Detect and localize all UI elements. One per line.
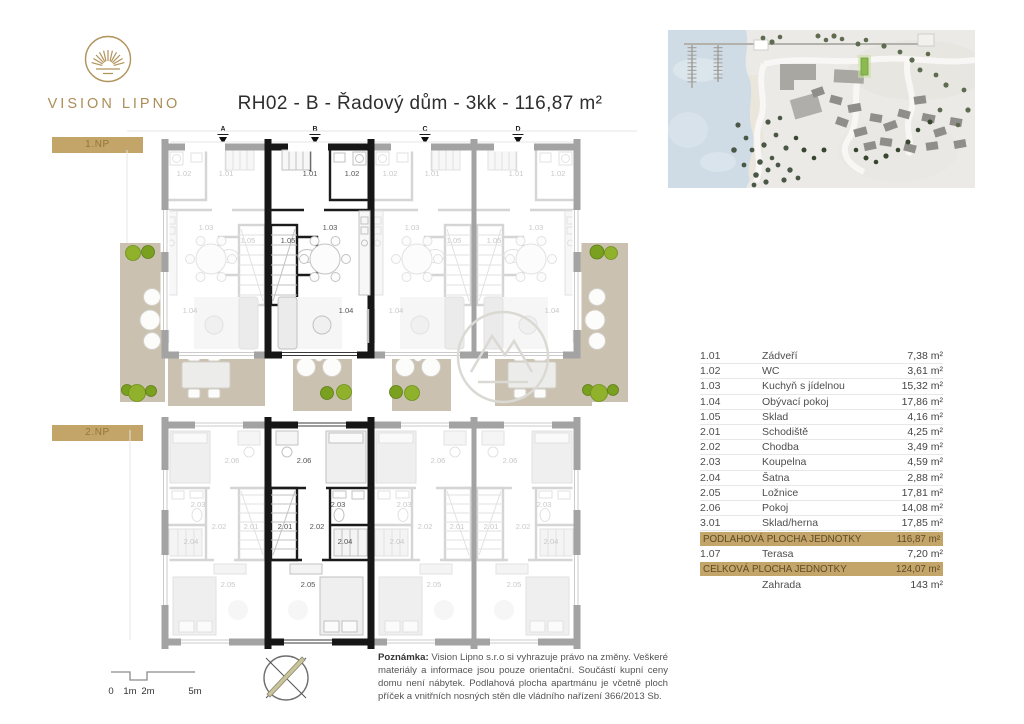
note-text: Vision Lipno s.r.o si vyhrazuje právo na změny. Veškeré materiály a informace jsou pouze orientační. Součástí kupní ceny domu není nábytek. Podlahová plocha apartmánu je včetně ploch příček a vnitřních nosných stěn dle vládního nařízení 366/2013 Sb. [378, 652, 668, 702]
room-label: 1.02 [382, 169, 398, 178]
brand-logo sunrise-icon [71, 22, 145, 96]
room-label: 2.03 [330, 500, 346, 509]
cell-name: Schodiště [762, 426, 809, 439]
cell-id: 1.01 [700, 350, 721, 363]
room-label: 1.04 [388, 306, 404, 315]
cell-area: 4,59 m² [907, 456, 943, 469]
table-row [700, 410, 943, 425]
table-row [700, 455, 943, 470]
cell-name: Kuchyň s jídelnou [762, 380, 845, 393]
room-label: 2.02 [417, 522, 433, 531]
room-label: 2.06 [224, 456, 240, 465]
room-label: 2.05 [300, 580, 316, 589]
cell-area: 143 m² [910, 579, 943, 591]
floorplan-sheet: VISION LIPNO RH02 - B - Řadový dům - 3kk - 116,87 m² A B C D 1.NP 2.NP 1.01 1.02 1.03 1.05 1.04 1.01 1.02 1.03 1.05 1.04 1.01 1.02 1.03 1.05 1.04 1.01 1.02 1.03 1.05 1.04 2.06 2.03 2.01 2.02 2.04 2.05 2.06 2.03 2.01 2.02 2.04 2.05 2.06 2.03 2.01 2.02 2.04 2.05 2.06 2.03 2.01 2.02 2.04 2.05 1.01 Zádveří 7,38 m² 1.02 WC 3,61 m² 1.03 Kuchyň s jídelnou 15,32 m² 1.04 Obývací pokoj 17,86 m² 1.05 Sklad 4,16 m² 2.01 Schodiště 4,25 m² 2.02 Chodba 3,49 m² 2.03 Koupelna 4,59 m² 2.04 Šatna 2,88 m² 2.05 Ložnice 17,81 m² 2.06 Pokoj 14,08 m² 3.01 Sklad/herna 17,85 m² PODLAHOVÁ PLOCHA JEDNOTKY 116,87 m² 1.07 Terasa 7,20 m² CELKOVÁ PLOCHA JEDNOTKY 124,07 m² Zahrada 143 m² 0 1m 2m 5m Poznámka: Vision Lipno s.r.o si vyhrazuje právo na změny. Veškeré materiály a informace jsou pouze orientační. Součástí kupní ceny domu není nábytek. Podlahová plocha apartmánu je včetně ploch příček a vnitřních nosných stěn dle vládního nařízení 366/2013 Sb. [0, 0, 1024, 724]
scale-bar [101, 656, 261, 702]
brand-name: VISION LIPNO [47, 96, 181, 112]
table-row [700, 364, 943, 379]
room-label: 2.04 [337, 537, 353, 546]
cell-id: 1.07 [700, 548, 721, 560]
room-label: 1.02 [344, 169, 360, 178]
cell-area: 7,38 m² [907, 350, 943, 363]
cell-id: 1.03 [700, 380, 721, 393]
scale-label: 2m [141, 686, 155, 697]
floor1-badge: 1.NP [52, 137, 143, 153]
room-label: 2.05 [506, 580, 522, 589]
room-label: 2.01 [277, 522, 293, 531]
cell-area: 15,32 m² [901, 380, 943, 393]
room-label: 1.04 [182, 306, 198, 315]
room-label: 1.03 [322, 223, 338, 232]
room-label: 2.02 [515, 522, 531, 531]
cell-id: 1.04 [700, 395, 721, 408]
terrace-row [700, 547, 943, 561]
room-label: 2.06 [296, 456, 312, 465]
floor2-plan [108, 412, 648, 658]
cell-name: Terasa [762, 548, 794, 560]
cell-name: Chodba [762, 441, 799, 454]
table-row [700, 395, 943, 410]
cell-name: Sklad/herna [762, 517, 819, 530]
room-label: 1.01 [424, 169, 440, 178]
room-label: 2.05 [220, 580, 236, 589]
cell-id: 1.05 [700, 410, 721, 423]
room-label: 1.04 [338, 306, 354, 315]
table-row [700, 440, 943, 455]
room-label: 2.04 [183, 537, 199, 546]
summary-floor-area [700, 532, 943, 546]
table-row [700, 425, 943, 440]
cell-area: 4,25 m² [907, 426, 943, 439]
table-row [700, 501, 943, 516]
room-label: 2.01 [243, 522, 259, 531]
table-row [700, 349, 943, 364]
room-label: 1.05 [240, 236, 256, 245]
cell-id: 2.04 [700, 471, 721, 484]
summary-value: 116,87 m² [896, 533, 940, 545]
room-label: 2.01 [449, 522, 465, 531]
cell-name: Zahrada [762, 579, 802, 591]
cell-area: 17,86 m² [901, 395, 943, 408]
room-label: 1.01 [302, 169, 318, 178]
room-label: 2.03 [396, 500, 412, 509]
floor2-badge: 2.NP [52, 425, 143, 441]
page-title: RH02 - B - Řadový dům - 3kk - 116,87 m² [237, 93, 603, 114]
cell-id: 2.02 [700, 441, 721, 454]
summary-value: 124,07 m² [895, 563, 940, 575]
cell-id: 2.01 [700, 426, 721, 439]
room-label: 2.03 [190, 500, 206, 509]
cell-area: 17,85 m² [901, 517, 943, 530]
cell-area: 4,16 m² [907, 410, 943, 423]
room-label: 1.01 [508, 169, 524, 178]
note [378, 652, 668, 703]
cell-name: Sklad [762, 410, 789, 423]
note-label: Poznámka: [378, 652, 429, 663]
cell-name: Zádveří [762, 350, 798, 363]
summary-total-area [700, 562, 943, 576]
room-label: 2.06 [430, 456, 446, 465]
cell-id: 3.01 [700, 517, 721, 530]
cell-name: WC [762, 365, 780, 378]
cell-name: Koupelna [762, 456, 807, 469]
cell-area: 3,61 m² [907, 365, 943, 378]
room-label: 1.04 [544, 306, 560, 315]
table-row [700, 516, 943, 531]
room-label: 1.01 [218, 169, 234, 178]
room-label: 2.06 [502, 456, 518, 465]
cell-name: Ložnice [762, 486, 799, 499]
cell-name: Pokoj [762, 501, 789, 514]
room-label: 1.05 [280, 236, 296, 245]
table-row [700, 379, 943, 394]
room-label: 1.05 [446, 236, 462, 245]
floor1-plan [108, 116, 648, 412]
room-label: 2.03 [536, 500, 552, 509]
scale-label: 0 [108, 686, 114, 697]
cell-area: 3,49 m² [907, 441, 943, 454]
site-map [668, 30, 975, 188]
cell-name: Obývací pokoj [762, 395, 829, 408]
cell-id: 1.02 [700, 365, 721, 378]
subject-building-highlight [861, 58, 868, 75]
cell-name: Šatna [762, 471, 790, 484]
scale-label: 1m [123, 686, 137, 697]
room-label: 1.03 [404, 223, 420, 232]
summary-label: CELKOVÁ PLOCHA JEDNOTKY [703, 563, 847, 575]
summary-label: PODLAHOVÁ PLOCHA JEDNOTKY [703, 533, 862, 545]
cell-id: 2.03 [700, 456, 721, 469]
cell-area: 2,88 m² [907, 471, 943, 484]
room-label: 1.03 [528, 223, 544, 232]
room-label: 1.02 [550, 169, 566, 178]
garden-row [700, 578, 943, 592]
cell-area: 17,81 m² [901, 486, 943, 499]
room-label: 1.05 [486, 236, 502, 245]
room-label: 2.04 [543, 537, 559, 546]
room-label: 2.05 [426, 580, 442, 589]
room-label: 2.02 [211, 522, 227, 531]
table-row [700, 486, 943, 501]
cell-id: 2.05 [700, 486, 721, 499]
table-row [700, 471, 943, 486]
cell-area: 14,08 m² [901, 501, 943, 514]
room-label: 1.02 [176, 169, 192, 178]
cell-id: 2.06 [700, 501, 721, 514]
room-table [700, 349, 943, 531]
room-label: 2.04 [389, 537, 405, 546]
cell-area: 7,20 m² [907, 548, 943, 560]
room-label: 1.03 [198, 223, 214, 232]
room-label: 2.02 [309, 522, 325, 531]
room-label: 2.01 [483, 522, 499, 531]
compass-icon [254, 646, 318, 710]
scale-label: 5m [188, 686, 202, 697]
